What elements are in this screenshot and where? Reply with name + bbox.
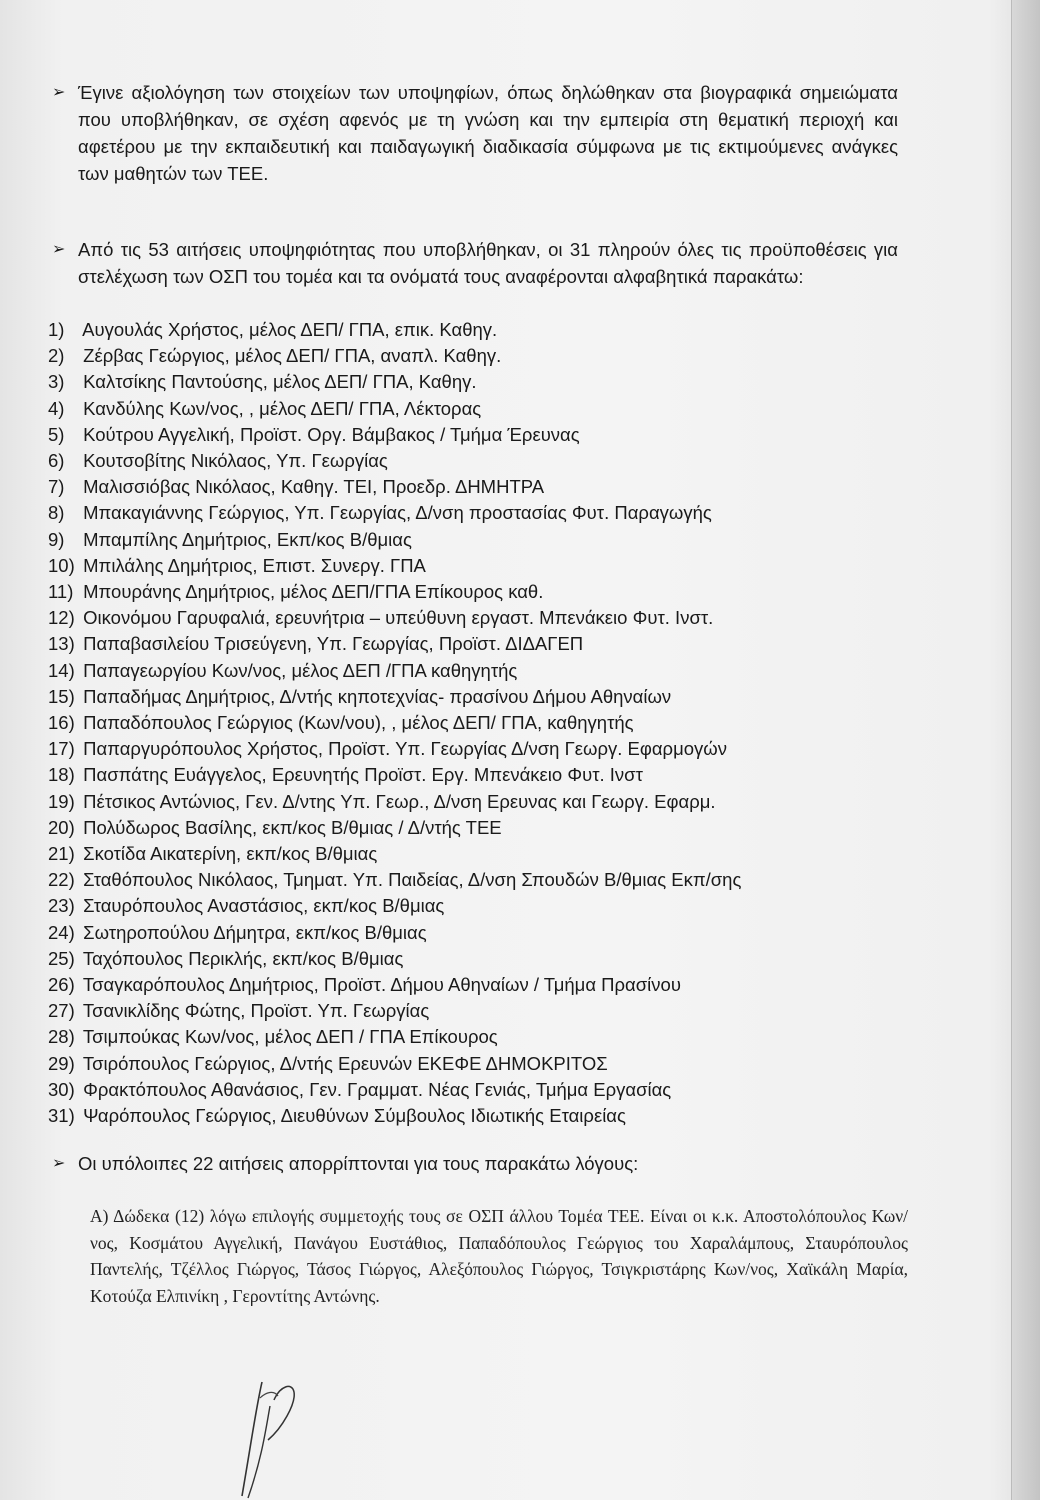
candidate-text: Τσιμπούκας Κων/νος, μέλος ΔΕΠ / ΓΠΑ Επίκουρος	[82, 1026, 498, 1048]
paragraph-evaluation	[52, 79, 898, 187]
candidate-number: 8)	[48, 502, 65, 524]
candidate-text: Τσανικλίδης Φώτης, Προϊστ. Υπ. Γεωργίας	[82, 1000, 430, 1022]
candidate-text: Σωτηροπούλου Δήμητρα, εκπ/κος Β/θμιας	[83, 921, 427, 943]
candidate-number: 6)	[48, 450, 65, 472]
candidate-text: Πέτσικος Αντώνιος, Γεν. Δ/ντης Υπ. Γεωρ., Δ/νση Ερευνας και Γεωργ. Εφαρμ.	[83, 790, 716, 812]
candidate-text: Πολύδωρος Βασίλης, εκπ/κος Β/θμιας / Δ/ντής ΤΕΕ	[83, 816, 502, 838]
candidate-number: 5)	[48, 423, 65, 445]
candidate-number: 18)	[48, 764, 75, 786]
candidate-item	[48, 736, 928, 762]
candidate-number: 4)	[48, 397, 65, 419]
candidate-number: 9)	[48, 528, 65, 550]
candidate-item	[48, 422, 928, 448]
candidate-text: Κουτσοβίτης Νικόλαος, Υπ. Γεωργίας	[83, 450, 388, 472]
paragraph-eligible	[52, 236, 898, 290]
candidate-text: Ζέρβας Γεώργιος, μέλος ΔΕΠ/ ΓΠΑ, αναπλ. Καθηγ.	[83, 345, 502, 367]
candidate-text: Κούτρου Αγγελική, Προϊστ. Οργ. Βάμβακος / Τμήμα Έρευνας	[83, 423, 580, 445]
candidate-number: 12)	[48, 607, 75, 629]
candidate-text: Μπακαγιάννης Γεώργιος, Υπ. Γεωργίας, Δ/νση προστασίας Φυτ. Παραγωγής	[83, 502, 712, 524]
candidate-item	[48, 920, 928, 946]
candidate-text: Μαλισσιόβας Νικόλαος, Καθηγ. ΤΕΙ, Προεδρ. ΔΗΜΗΤΡΑ	[83, 476, 545, 498]
candidate-item	[48, 369, 928, 395]
candidate-item	[48, 448, 928, 474]
candidate-text: Ταχόπουλος Περικλής, εκπ/κος Β/θμιας	[82, 947, 404, 969]
candidate-number: 29)	[48, 1052, 75, 1074]
candidate-number: 22)	[48, 869, 75, 891]
handwritten-signature	[222, 1378, 312, 1500]
candidate-item	[48, 500, 928, 526]
candidate-item	[48, 998, 928, 1024]
candidate-text: Παπαβασιλείου Τρισεύγενη, Υπ. Γεωργίας, Προϊστ. ΔΙΔΑΓΕΠ	[83, 633, 584, 655]
candidate-item	[48, 867, 928, 893]
candidate-item	[48, 579, 928, 605]
candidate-text: Πασπάτης Ευάγγελος, Ερευνητής Προϊστ. Εργ. Μπενάκειο Φυτ. Ινστ	[83, 764, 643, 786]
candidate-item	[48, 1103, 928, 1129]
candidate-item	[48, 815, 928, 841]
candidate-text: Σταθόπουλος Νικόλαος, Τμηματ. Υπ. Παιδείας, Δ/νση Σπουδών Β/θμιας Εκπ/σης	[83, 869, 742, 891]
candidate-text: Τσαγκαρόπουλος Δημήτριος, Προϊστ. Δήμου Αθηναίων / Τμήμα Πρασίνου	[82, 974, 681, 996]
candidate-text: Παπαδόπουλος Γεώργιος (Κων/νου), , μέλος ΔΕΠ/ ΓΠΑ, καθηγητής	[83, 712, 634, 734]
candidate-number: 13)	[48, 633, 75, 655]
candidate-item	[48, 710, 928, 736]
candidate-text: Οικονόμου Γαρυφαλιά, ερευνήτρια – υπεύθυνη εργαστ. Μπενάκειο Φυτ. Ινστ.	[83, 607, 714, 629]
candidate-number: 11)	[48, 581, 74, 603]
candidate-number: 2)	[48, 345, 65, 367]
candidate-number: 17)	[48, 738, 75, 760]
candidate-item	[48, 841, 928, 867]
candidate-number: 28)	[48, 1026, 75, 1048]
candidate-number: 7)	[48, 476, 65, 498]
paragraph-text: Οι υπόλοιπες 22 αιτήσεις απορρίπτονται για τους παρακάτω λόγους:	[78, 1153, 639, 1174]
candidate-number: 3)	[48, 371, 65, 393]
candidate-number: 26)	[48, 974, 75, 996]
candidate-item	[48, 658, 928, 684]
candidate-item	[48, 1051, 928, 1077]
candidate-item	[48, 474, 928, 500]
candidate-text: Μπουράνης Δημήτριος, μέλος ΔΕΠ/ΓΠΑ Επίκουρος καθ.	[83, 581, 544, 603]
candidate-text: Φρακτόπουλος Αθανάσιος, Γεν. Γραμματ. Νέας Γενιάς, Τμήμα Εργασίας	[83, 1078, 672, 1100]
candidate-item	[48, 1024, 928, 1050]
arrow-bullet-icon: ➢	[52, 241, 66, 258]
candidate-item	[48, 527, 928, 553]
candidate-text: Σταυρόπουλος Αναστάσιος, εκπ/κος Β/θμιας	[83, 895, 445, 917]
candidate-text: Σκοτίδα Αικατερίνη, εκπ/κος Β/θμιας	[83, 843, 378, 865]
candidate-number: 23)	[48, 895, 75, 917]
candidate-item	[48, 762, 928, 788]
candidate-item	[48, 343, 928, 369]
candidate-item	[48, 631, 928, 657]
candidate-item	[48, 789, 928, 815]
candidate-list	[48, 317, 928, 1129]
candidate-number: 25)	[48, 947, 75, 969]
candidate-item	[48, 605, 928, 631]
candidate-item	[48, 396, 928, 422]
candidate-item	[48, 317, 928, 343]
candidate-item	[48, 972, 928, 998]
candidate-text: Τσιρόπουλος Γεώργιος, Δ/ντής Ερευνών ΕΚΕΦΕ ΔΗΜΟΚΡΙΤΟΣ	[82, 1052, 608, 1074]
candidate-text: Παπαγεωργίου Κων/νος, μέλος ΔΕΠ /ΓΠΑ καθηγητής	[83, 659, 518, 681]
arrow-bullet-icon: ➢	[52, 84, 66, 101]
candidate-number: 21)	[48, 843, 75, 865]
paragraph-rejected	[52, 1150, 898, 1177]
candidate-number: 31)	[48, 1105, 75, 1127]
rejection-reason-a: Α) Δώδεκα (12) λόγω επιλογής συμμετοχής τους σε ΟΣΠ άλλου Τομέα ΤΕΕ. Είναι οι κ.κ. Αποστολόπουλος Κων/νος, Κοσμάτου Αγγελική, Πανάγου Ευστάθιος, Παπαδόπουλος Γεώργιος του Χαραλάμπους, Σταυρόπουλος Παντελής, Τζέλλος Γιώργος, Τάσος Γιώργος, Αλεξόπουλος Γιώργος, Τσιγκριστάρης Κων/νος, Χαϊκάλη Μαρία, Κοτούζα Ελπινίκη , Γεροντίτης Αντώνης.	[90, 1206, 908, 1306]
candidate-number: 16)	[48, 712, 75, 734]
candidate-number: 24)	[48, 921, 75, 943]
page-edge-shadow	[1011, 0, 1040, 1500]
candidate-number: 1)	[48, 319, 65, 340]
candidate-text: Καλτσίκης Παντούσης, μέλος ΔΕΠ/ ΓΠΑ, Καθηγ.	[83, 371, 477, 393]
candidate-number: 10)	[48, 554, 75, 576]
paragraph-text: Έγινε αξιολόγηση των στοιχείων των υποψηφίων, όπως δηλώθηκαν στα βιογραφικά σημειώματα που υποβλήθηκαν, σε σχέση αφενός με τη γνώση και την εμπειρία στη θεματική περιοχή και αφετέρου με την εκπαιδευτική και παιδαγωγική διαδικασία σύμφωνα με τις εκτιμούμενες ανάγκες των μαθητών των ΤΕΕ.	[78, 82, 898, 184]
candidate-number: 20)	[48, 816, 75, 838]
arrow-bullet-icon: ➢	[52, 1155, 66, 1172]
candidate-item	[48, 893, 928, 919]
candidate-text: Μπαμπίλης Δημήτριος, Εκπ/κος Β/θμιας	[83, 528, 412, 550]
candidate-item	[48, 946, 928, 972]
candidate-text: Παπαδήμας Δημήτριος, Δ/ντής κηποτεχνίας- πρασίνου Δήμου Αθηναίων	[83, 685, 672, 707]
candidate-item	[48, 553, 928, 579]
candidate-text: Παπαργυρόπουλος Χρήστος, Προϊστ. Υπ. Γεωργίας Δ/νση Γεωργ. Εφαρμογών	[83, 738, 727, 760]
candidate-text: Μπιλάλης Δημήτριος, Επιστ. Συνεργ. ΓΠΑ	[83, 554, 426, 576]
candidate-text: Κανδύλης Κων/νος, , μέλος ΔΕΠ/ ΓΠΑ, Λέκτορας	[83, 397, 482, 419]
candidate-item	[48, 1077, 928, 1103]
candidate-number: 27)	[48, 1000, 75, 1022]
candidate-text: Ψαρόπουλος Γεώργιος, Διευθύνων Σύμβουλος Ιδιωτικής Εταιρείας	[83, 1105, 626, 1127]
candidate-number: 30)	[48, 1078, 75, 1100]
candidate-item	[48, 684, 928, 710]
candidate-number: 15)	[48, 685, 75, 707]
paragraph-text: Από τις 53 αιτήσεις υποψηφιότητας που υποβλήθηκαν, οι 31 πληρούν όλες τις προϋποθέσεις για στελέχωση των ΟΣΠ του τομέα και τα ονόματά τους αναφέρονται αλφαβητικά παρακάτω:	[78, 239, 898, 287]
candidate-text: Αυγουλάς Χρήστος, μέλος ΔΕΠ/ ΓΠΑ, επικ. Καθηγ.	[82, 319, 498, 340]
candidate-number: 19)	[48, 790, 75, 812]
candidate-number: 14)	[48, 659, 75, 681]
